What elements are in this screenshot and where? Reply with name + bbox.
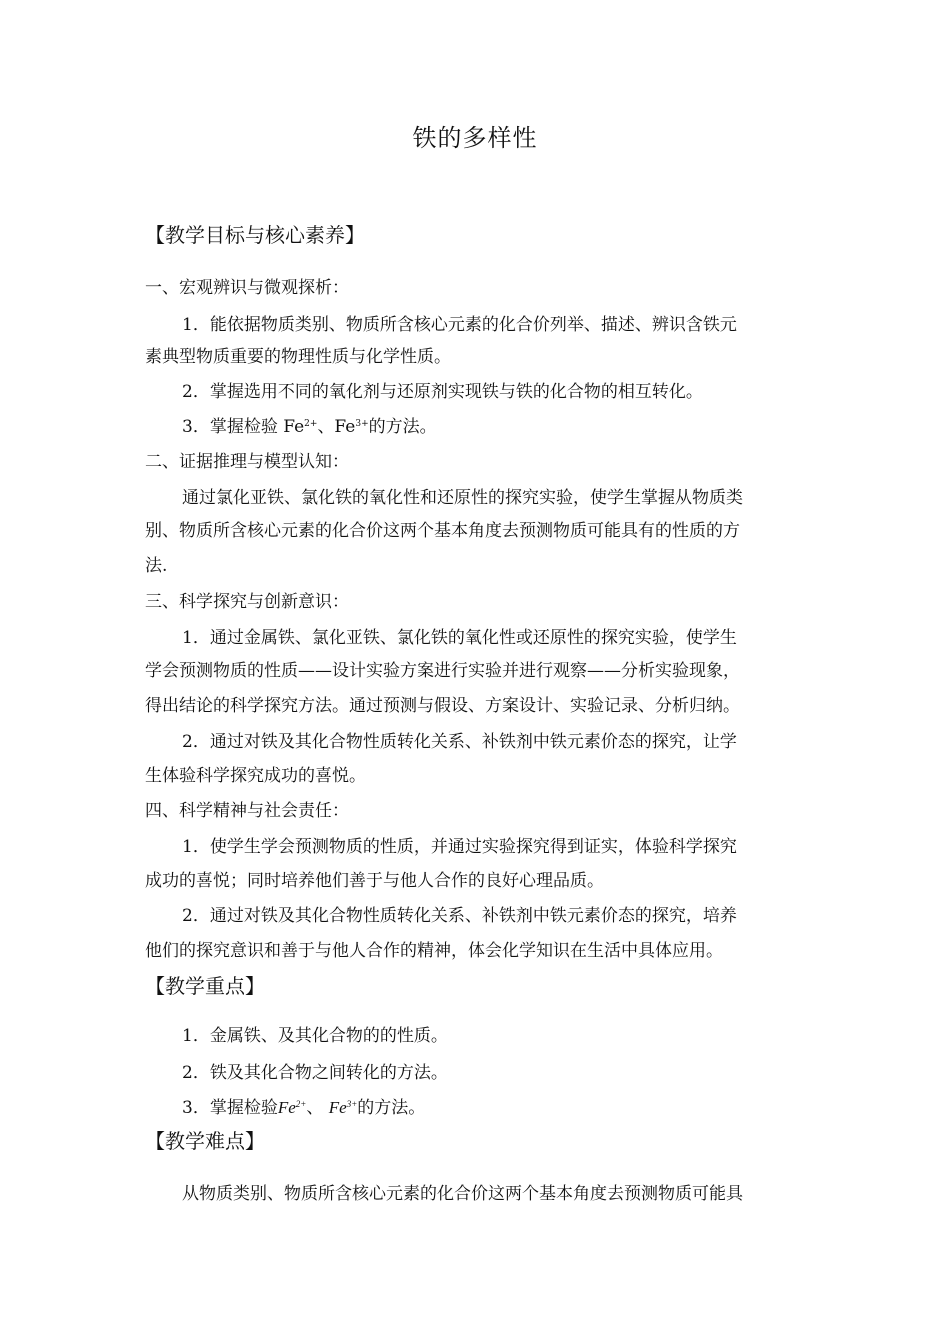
goal1-item3-prefix: 3．掌握检验 Fe xyxy=(182,417,305,437)
key-item3-sep: 、 xyxy=(306,1098,324,1118)
goal3-heading: 三、科学探究与创新意识： xyxy=(145,592,349,612)
goal4-item2-line1: 2．通过对铁及其化合物性质转化关系、补铁剂中铁元素价态的探究，培养 xyxy=(182,906,737,926)
goal3-item1-line2: 学会预测物质的性质——设计实验方案进行实验并进行观察——分析实验现象， xyxy=(145,661,740,681)
goal1-item2: 2．掌握选用不同的氧化剂与还原剂实现铁与铁的化合物的相互转化。 xyxy=(182,382,703,402)
key-item3-suffix: 的方法。 xyxy=(357,1098,426,1118)
key-item2: 2．铁及其化合物之间转化的方法。 xyxy=(182,1063,448,1083)
goal3-item1-line1: 1．通过金属铁、氯化亚铁、氯化铁的氧化性或还原性的探究实验，使学生 xyxy=(182,628,737,648)
key-item3-ion2 xyxy=(329,1098,358,1117)
goal1-item3 xyxy=(182,415,437,439)
goal1-item3-ion2-charge: 3+ xyxy=(355,419,369,429)
goal2-line1: 通过氯化亚铁、氯化铁的氧化性和还原性的探究实验，使学生掌握从物质类 xyxy=(182,488,743,508)
goal2-line2: 别、物质所含核心元素的化合价这两个基本角度去预测物质可能具有的性质的方 xyxy=(145,521,740,541)
goal1-item3-suffix: 的方法。 xyxy=(368,417,437,437)
goal4-item1-line2: 成功的喜悦；同时培养他们善于与他人合作的良好心理品质。 xyxy=(145,871,604,891)
difficult-line1: 从物质类别、物质所含核心元素的化合价这两个基本角度去预测物质可能具 xyxy=(182,1184,743,1204)
goal1-item3-sep: 、Fe xyxy=(317,417,356,437)
section-heading-key: 【教学重点】 xyxy=(145,974,265,998)
goal4-item1-line1: 1．使学生学会预测物质的性质，并通过实验探究得到证实，体验科学探究 xyxy=(182,837,737,857)
goal1-item1-line1: 1．能依据物质类别、物质所含核心元素的化合价列举、描述、辨识含铁元 xyxy=(182,315,737,335)
key-item3 xyxy=(182,1096,425,1120)
key-item3-prefix: 3．掌握检验 xyxy=(182,1098,278,1118)
document-title: 铁的多样性 xyxy=(412,124,538,152)
section-heading-goals: 【教学目标与核心素养】 xyxy=(145,223,365,247)
goal4-item2-line2: 他们的探究意识和善于与他人合作的精神，体会化学知识在生活中具体应用。 xyxy=(145,941,723,961)
key-item3-ion1-symbol: Fe xyxy=(277,1098,296,1117)
key-item3-ion1-charge: 2+ xyxy=(295,1099,307,1109)
goal3-item2-line2: 生体验科学探究成功的喜悦。 xyxy=(145,766,366,786)
goal1-item3-ion1-charge: 2+ xyxy=(304,419,318,429)
section-heading-difficult: 【教学难点】 xyxy=(145,1129,265,1153)
goal2-heading: 二、证据推理与模型认知： xyxy=(145,452,349,472)
goal2-line3: 法. xyxy=(145,556,168,576)
key-item3-ion2-symbol: Fe xyxy=(328,1098,347,1117)
key-item1: 1．金属铁、及其化合物的的性质。 xyxy=(182,1026,448,1046)
key-item3-ion2-charge: 3+ xyxy=(346,1099,358,1109)
key-item3-ion1 xyxy=(278,1098,307,1117)
goal3-item1-line3: 得出结论的科学探究方法。通过预测与假设、方案设计、实验记录、分析归纳。 xyxy=(145,696,740,716)
goal4-heading: 四、科学精神与社会责任： xyxy=(145,801,349,821)
goal1-heading: 一、宏观辨识与微观探析： xyxy=(145,278,349,298)
goal1-item1-line2: 素典型物质重要的物理性质与化学性质。 xyxy=(145,347,451,367)
goal3-item2-line1: 2．通过对铁及其化合物性质转化关系、补铁剂中铁元素价态的探究，让学 xyxy=(182,732,737,752)
